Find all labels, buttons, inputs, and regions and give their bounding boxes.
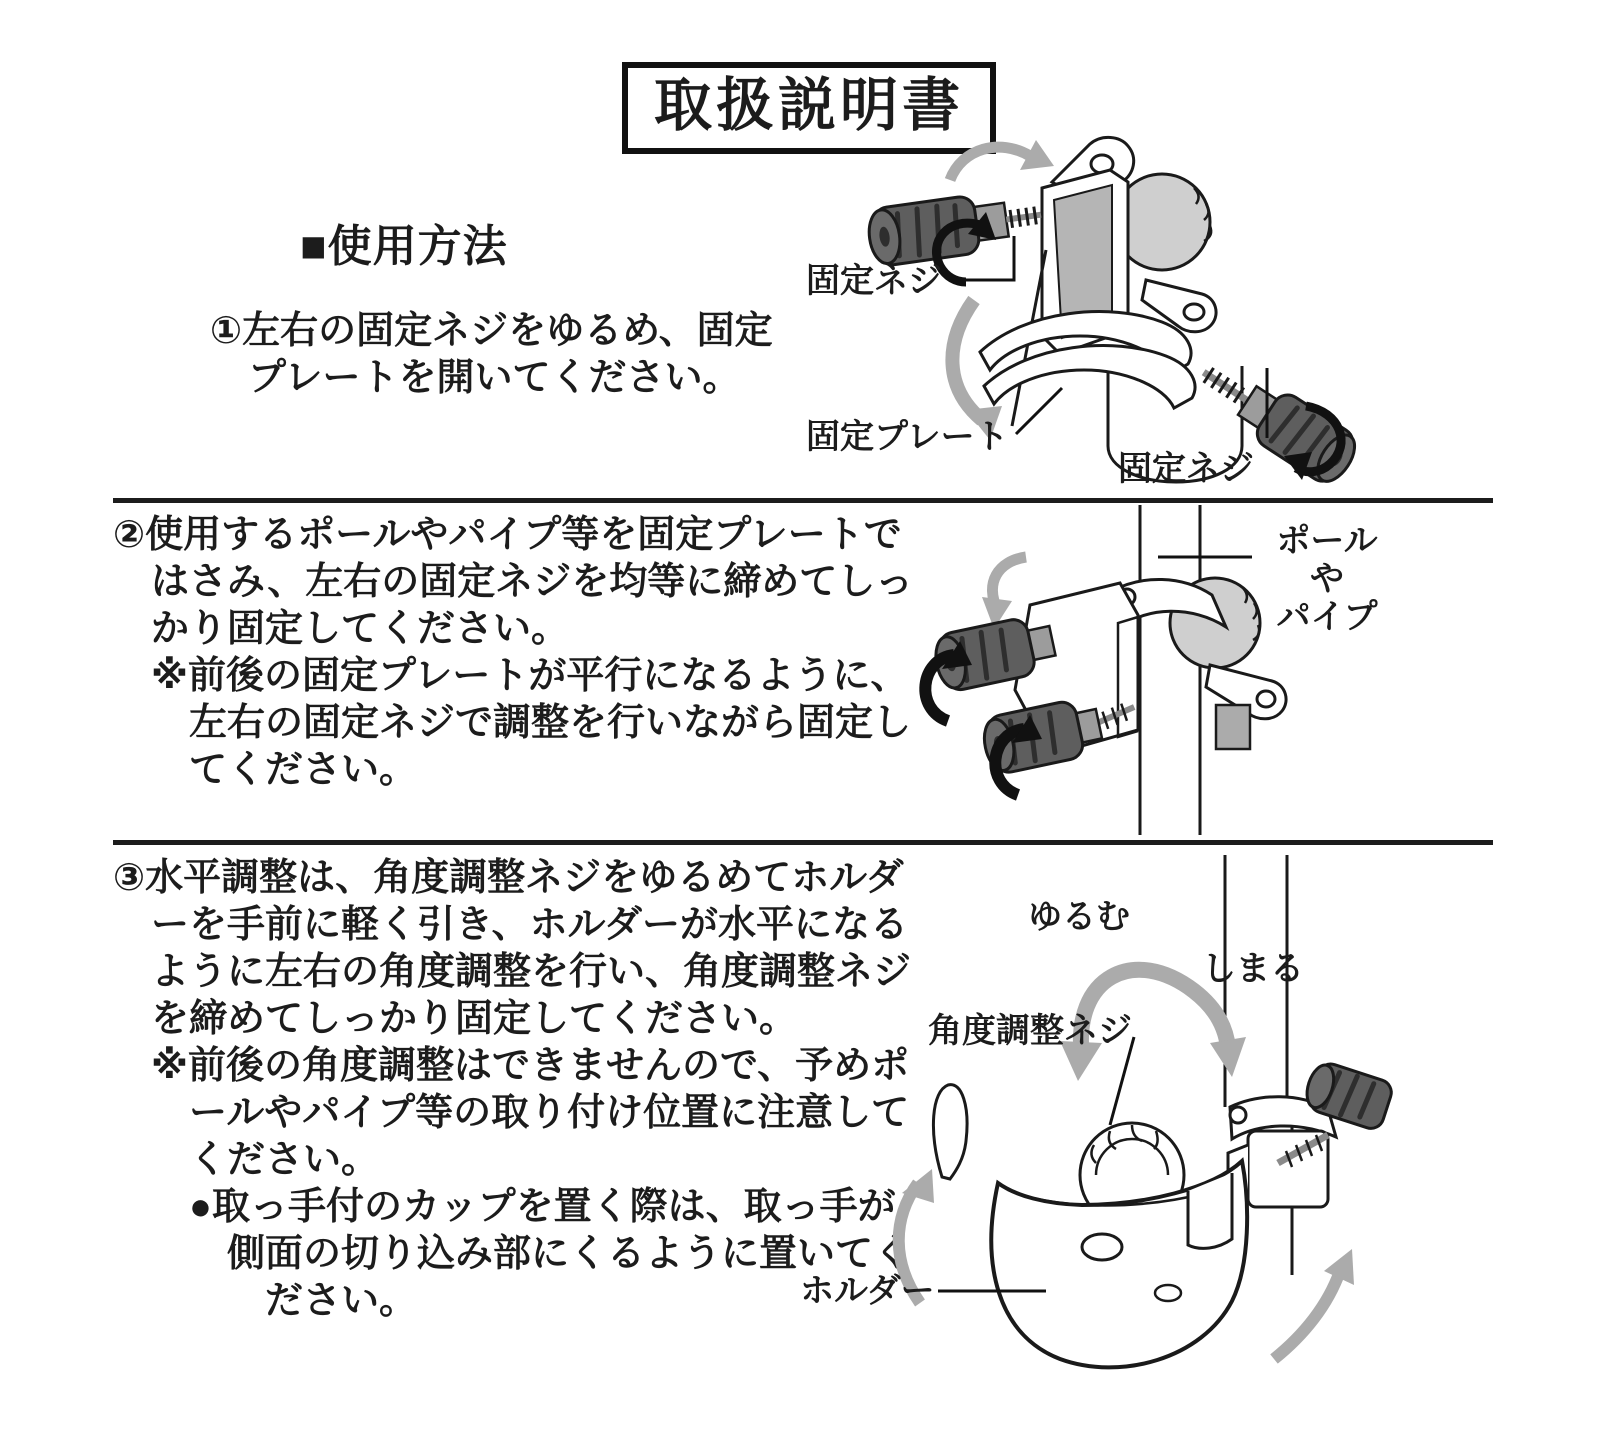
holder-cutout bbox=[1188, 1173, 1232, 1248]
step-3-text: ③水平調整は、角度調整ネジをゆるめてホルダ ーを手前に軽く引き、ホルダーが水平になる ように左右の角度調整を行い、角度調整ネジ を締めてしっかり固定してください。 ※前後の角度調整はできませんので、予めポ ールやパイプ等の取り付け位置に注意して ください。 ●取っ手付のカップを置く際は、取っ手が 側面の切り込み部にくるように置いてく ださい。 bbox=[113, 857, 912, 1322]
section-heading: ■使用方法 bbox=[300, 222, 508, 271]
figure-holder-angle-adjust bbox=[780, 845, 1600, 1439]
label-holder: ホルダー bbox=[800, 1272, 935, 1310]
holder-handle-notch bbox=[933, 1085, 967, 1179]
holder-cup bbox=[933, 1085, 1247, 1368]
label-fixing-screw-right: 固定ネジ bbox=[1118, 450, 1254, 488]
label-loosen: ゆるむ bbox=[1028, 898, 1130, 936]
motion-arrow-icon bbox=[1274, 1271, 1340, 1359]
label-fixing-screw-left: 固定ネジ bbox=[806, 262, 942, 300]
step-2-text: ②使用するポールやパイプ等を固定プレートで はさみ、左右の固定ネジを均等に締めてしっ かり固定してください。 ※前後の固定プレートが平行になるように、 左右の固定ネジで調整を行いながら固定し てください。 bbox=[113, 514, 914, 791]
label-pole-or-pipe: ポール や パイプ bbox=[1276, 522, 1378, 636]
pole bbox=[1140, 505, 1200, 835]
label-angle-screw: 角度調整ネジ bbox=[928, 1012, 1132, 1050]
step-1-text: ①左右の固定ネジをゆるめ、固定 プレートを開いてください。 bbox=[210, 310, 773, 399]
section-divider bbox=[113, 498, 1493, 503]
label-tighten: しまる bbox=[1202, 950, 1304, 988]
page-title: 取扱説明書 bbox=[622, 62, 996, 154]
label-fixing-plate: 固定プレート bbox=[806, 418, 1009, 456]
